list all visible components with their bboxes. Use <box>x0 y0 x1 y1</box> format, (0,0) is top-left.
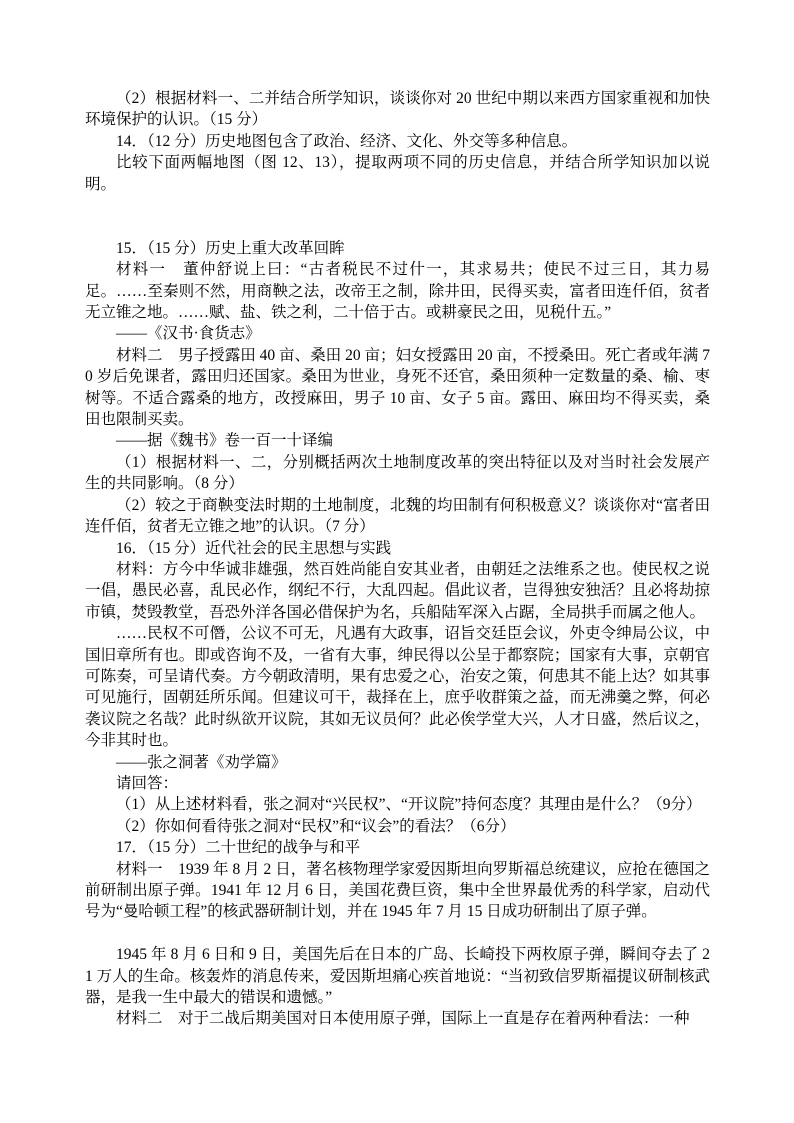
q16-material-source: ——张之洞著《劝学篇》 <box>116 753 287 771</box>
blank-line-2 <box>85 216 710 237</box>
q17-material-1-para-2: 1945 年 8 月 6 日和 9 日，美国先后在日本的广岛、长崎投下两枚原子弹，瞬间夺去了 21 万人的生命。核轰炸的消息传来，爱因斯坦痛心疾首地说：“当初致信罗斯福提议研制核武器，是我一生中最大的错误和遗憾。” <box>85 946 710 1007</box>
document-content <box>85 88 710 1030</box>
q16-part-1: （1）从上述材料看，张之洞对“兴民权”、“开议院”持何态度？其理由是什么？（9分） <box>116 796 702 814</box>
question-14-header: 14．（12 分）历史地图包含了政治、经济、文化、外交等多种信息。 <box>116 132 578 150</box>
q15-material-2-source: ——据《魏书》卷一百一十译编 <box>116 432 334 450</box>
q15-part-1: （1）根据材料一、二，分别概括两次土地制度改革的突出特征以及对当时社会发展产生的共同影响。（8 分） <box>85 453 710 493</box>
q15-material-2: 材料二 男子授露田 40 亩、桑田 20 亩；妇女授露田 20 亩，不授桑田。死亡者或年满 70 岁后免课者，露田归还国家。桑田为世业，身死不还官，桑田须种一定数量的桑、榆、枣树等。不适合露桑的地方，改授麻田，男子 10 亩、女子 5 亩。露田、麻田均不得买卖，桑田也限制买卖。 <box>85 346 710 429</box>
q17-material-2: 材料二 对于二战后期美国对日本使用原子弹，国际上一直是存在着两种看法：一种 <box>116 1010 690 1028</box>
q17-material-1-para-1: 材料一 1939 年 8 月 2 日，著名核物理学家爱因斯坦向罗斯福总统建议，应抢在德国之前研制出原子弹。1941 年 12 月 6 日，美国花费巨资，集中全世界最优秀的科学家，启动代号为“曼哈顿工程”的核武器研制计划，并在 1945 年 7 月 15 日成功研制出了原子弹。 <box>85 860 710 921</box>
question-15-header: 15．（15 分）历史上重大改革回眸 <box>116 239 345 257</box>
q16-answer-prompt: 请回答： <box>116 774 179 792</box>
blank-line-3 <box>85 923 710 944</box>
question-13-part-2: （2）根据材料一、二并结合所学知识，谈谈你对 20 世纪中期以来西方国家重视和加快环境保护的认识。（15 分） <box>85 90 710 129</box>
q16-part-2: （2）你如何看待张之洞对“民权”和“议会”的看法？（6分） <box>116 817 516 835</box>
q16-material-para-1: 材料：方今中华诚非雄强，然百姓尚能自安其业者，由朝廷之法维系之也。使民权之说一倡，愚民必喜，乱民必作，纲纪不行，大乱四起。倡此议者，岂得独安独活？且必将劫掠市镇，焚毁教堂，吾恐外洋各国必借保护为名，兵船陆军深入占踞，全局拱手而属之他人。 <box>85 560 710 621</box>
blank-line-1 <box>85 195 710 216</box>
q15-part-2: （2）较之于商鞅变法时期的土地制度，北魏的均田制有何积极意义？谈谈你对“富者田连仟佰，贫者无立锥之地”的认识。（7 分） <box>85 496 710 536</box>
question-17-header: 17．（15 分）二十世纪的战争与和平 <box>116 839 361 857</box>
question-16-header: 16．（15 分）近代社会的民主思想与实践 <box>116 539 392 557</box>
q16-material-para-2: ……民权不可僭，公议不可无，凡遇有大政事，诏旨交廷臣会议，外吏令绅局公议，中国旧章所有也。即或咨询不及，一省有大事，绅民得以公呈于都察院；国家有大事，京朝官可陈奏，可呈请代奏。方今朝政清明，果有忠爱之心，治安之策，何患其不能上达？如其事可见施行，固朝廷所乐闻。但建议可干，裁择在上，庶乎收群策之益，而无沸羹之弊，何必袭议院之名哉？此时纵欲开议院，其如无议员何？此必俟学堂大兴，人才日盛，然后议之，今非其时也。 <box>85 625 710 750</box>
question-14-instruction: 比较下面两幅地图（图 12、13），提取两项不同的历史信息，并结合所学知识加以说明。 <box>85 154 710 193</box>
q15-material-1: 材料一 董仲舒说上曰：“古者税民不过什一，其求易共；使民不过三日，其力易足。……至秦则不然，用商鞅之法，改帝王之制，除井田，民得买卖，富者田连仟佰，贫者无立锥之地。……赋、盐、铁之利，二十倍于古。或耕豪民之田，见税什五。” <box>85 261 710 322</box>
q15-material-1-source: ——《汉书·食货志》 <box>116 325 261 343</box>
